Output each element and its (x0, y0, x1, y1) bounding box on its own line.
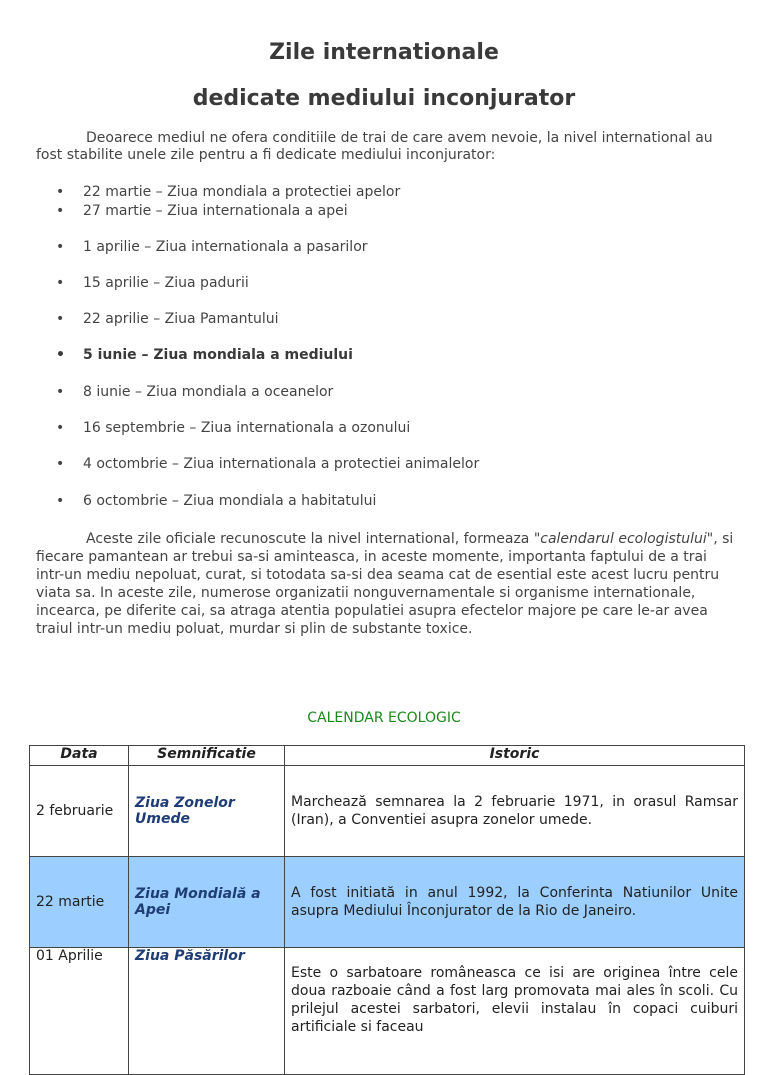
history-cell: Marchează semnarea la 2 februarie 1971, in orasul Ramsar (Iran), a Conventiei asupra zonelor umede. (285, 766, 745, 857)
intro-text: Deoarece mediul ne ofera conditiile de trai de care avem nevoie, la nivel international au fost stabilite unele zile pentru a fi dedicate mediului inconjurator: (36, 130, 713, 163)
date-cell: 22 martie (30, 857, 129, 948)
table-row (30, 948, 745, 1075)
list-item: • 15 aprilie – Ziua padurii (58, 275, 224, 292)
date-cell: 01 Aprilie (30, 948, 129, 1075)
list-item: • 22 aprilie – Ziua Pamantului (58, 311, 254, 328)
table-row (30, 766, 745, 857)
body-paragraph: Aceste zile oficiale recunoscute la nivel international, formeaza "calendarul ecologistului", si fiecare pamantean ar trebui sa-si aminteasca, in aceste momente, importanta faptului de a trai intr-un mediu nepoluat, curat, si totodata sa-si dea seama cat de esential este acest lucru pentru viata sa. In aceste zile, numerose organizatii nonguvernamentale si organisme internationale, incearca, pe diferite cai, sa atraga atentia populatiei asupra efectelor majore pe care le-ar avea traiul intr-un mediu poluat, murdar si plin de substante toxice. (36, 531, 734, 637)
list-item: • 4 octombrie – Ziua internationala a protectiei animalelor (58, 456, 454, 473)
table-header-row (30, 746, 745, 766)
name-cell: Ziua Zonelor Umede (129, 766, 285, 857)
intro-paragraph (36, 130, 736, 164)
list-item: • 5 iunie – Ziua mondiala a mediului (58, 347, 328, 364)
calendar-title: CALENDAR ECOLOGIC (307, 710, 461, 726)
list-item: • 8 iunie – Ziua mondiala a oceanelor (58, 384, 308, 401)
title-line-1: Zile internationale (269, 40, 499, 65)
header-data: Data (30, 746, 129, 766)
history-cell: Este o sarbatoare româneasca ce isi are originea între cele doua razboaie când a fost larg promovata mai ales în scoli. Cu prilejul acestei sarbatori, elevii instalau în copaci cuiburi artificiale si faceau (285, 948, 745, 1075)
name-cell: Ziua Păsărilor (129, 948, 285, 1075)
list-item: • 27 martie – Ziua internationala a apei (58, 203, 323, 220)
list-item: • 16 septembrie – Ziua internationala a ozonului (58, 420, 385, 437)
date-cell: 2 februarie (30, 766, 129, 857)
title-line-2: dedicate mediului inconjurator (192, 86, 576, 111)
header-semnificatie: Semnificatie (129, 746, 285, 766)
list-item: • 22 martie – Ziua mondiala a protectiei apelor (58, 184, 375, 201)
name-cell: Ziua Mondială a Apei (129, 857, 285, 948)
header-istoric: Istoric (285, 746, 745, 766)
history-cell: A fost initiată in anul 1992, la Conferinta Natiunilor Unite asupra Mediului Înconjurator de la Rio de Janeiro. (285, 857, 745, 948)
italic-phrase: calendarul ecologistului (540, 531, 707, 547)
list-item: • 1 aprilie – Ziua internationala a pasarilor (58, 239, 343, 256)
table-row (30, 857, 745, 948)
calendar-table (29, 745, 745, 1075)
list-item: • 6 octombrie – Ziua mondiala a habitatului (58, 493, 351, 510)
